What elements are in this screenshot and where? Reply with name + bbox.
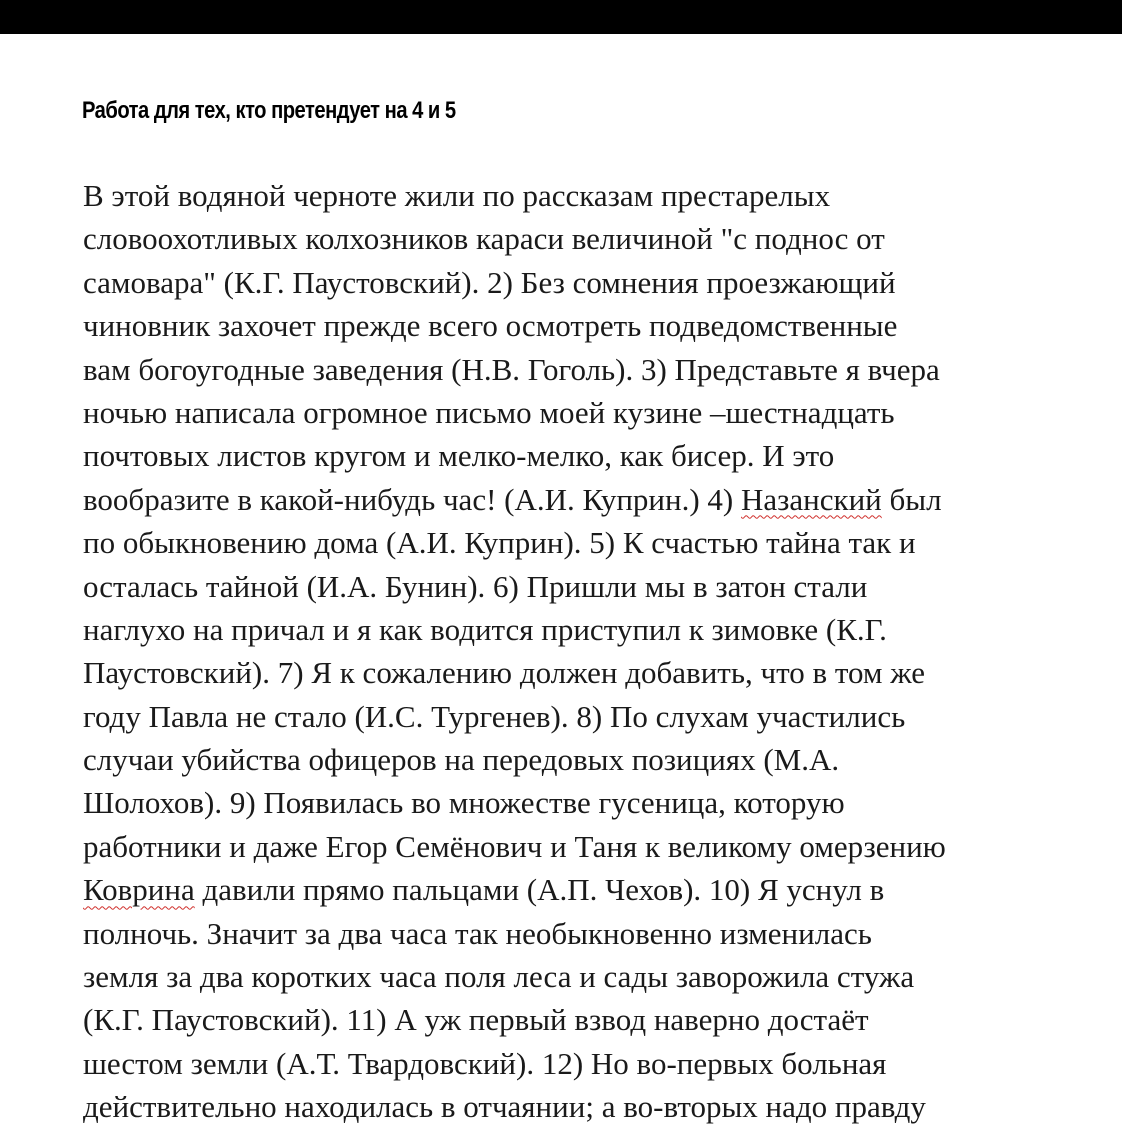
text-line: вообразите в какой-нибудь час! (А.И. Куприн.) 4) Назанский был xyxy=(83,481,942,517)
text-line: году Павла не стало (И.С. Тургенев). 8) По слухам участились xyxy=(83,698,906,734)
text-line: словоохотливых колхозников караси величиной "с поднос от xyxy=(83,221,885,257)
text-line: самовара" (К.Г. Паустовский). 2) Без сомнения проезжающий xyxy=(83,264,896,300)
top-black-bar xyxy=(0,0,1122,34)
text-line: Коврина давили прямо пальцами (А.П. Чехов). 10) Я уснул в xyxy=(83,872,885,908)
text-line: шестом земли (А.Т. Твардовский). 12) Но во-первых больная xyxy=(83,1045,887,1081)
text-line: по обыкновению дома (А.И. Куприн). 5) К счастью тайна так и xyxy=(83,525,916,561)
text-line: (К.Г. Паустовский). 11) А уж первый взвод наверно достаёт xyxy=(83,1002,869,1038)
text-line: В этой водяной черноте жили по рассказам престарелых xyxy=(83,178,831,213)
text-line: полночь. Значит за два часа так необыкновенно изменилась xyxy=(83,915,872,951)
page-title: Работа для тех, кто претендует на 4 и 5 xyxy=(82,97,456,124)
text-line: ночью написала огромное письмо моей кузине –шестнадцать xyxy=(83,394,895,430)
text-line: вам богоугодные заведения (Н.В. Гоголь). 3) Представьте я вчера xyxy=(83,351,940,387)
text-line: действительно находилась в отчаянии; а во-вторых надо правду xyxy=(83,1089,926,1125)
spellcheck-flagged-word[interactable]: Назанский xyxy=(741,481,882,517)
text-line: случаи убийства офицеров на передовых позициях (М.А. xyxy=(83,742,840,778)
text-line: почтовых листов кругом и мелко-мелко, как бисер. И это xyxy=(83,438,835,474)
text-line: Шолохов). 9) Появилась во множестве гусеница, которую xyxy=(83,785,845,821)
text-line: земля за два коротких часа поля леса и сады заворожила стужа xyxy=(83,959,915,995)
text-line: осталась тайной (И.А. Бунин). 6) Пришли мы в затон стали xyxy=(83,568,868,604)
text-line: чиновник захочет прежде всего осмотреть подведомственные xyxy=(83,308,898,344)
text-line: Паустовский). 7) Я к сожалению должен добавить, что в том же xyxy=(83,655,926,691)
spellcheck-flagged-word[interactable]: Коврина xyxy=(83,872,195,908)
exercise-text xyxy=(83,174,1083,1129)
text-line: работники и даже Егор Семёнович и Таня к великому омерзению xyxy=(83,828,946,864)
text-line: наглухо на причал и я как водится приступил к зимовке (К.Г. xyxy=(83,611,887,647)
